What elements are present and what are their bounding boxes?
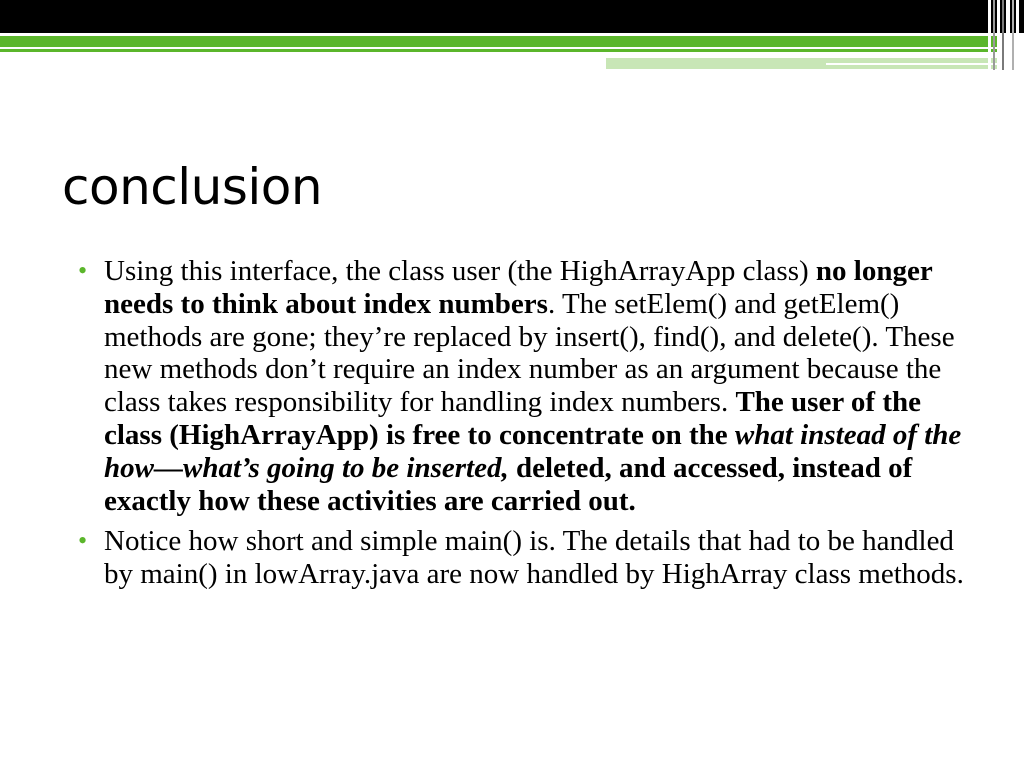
bullet-list: [78, 255, 978, 599]
header-green-band: [0, 36, 1000, 47]
header-black-bar: [0, 0, 1024, 33]
text-run: Using this interface, the class user (the HighArrayApp class): [104, 255, 816, 287]
corner-stripes-decoration: [988, 0, 1024, 70]
list-item: [78, 255, 978, 517]
slide-title: conclusion: [62, 158, 323, 216]
emphasis-text: no longer needs to think about index numbers: [104, 255, 933, 320]
text-run: . The setElem() and getElem() methods are gone; they’re replaced by insert(), find(), and delete(). These new methods don’t require an index number as an argument because the class takes responsibility for handling index numbers.: [104, 287, 955, 419]
emphasis-italic-text: what instead of the how—what’s going to be inserted,: [104, 418, 962, 484]
header-green-line: [0, 49, 1000, 52]
emphasis-text: deleted, and accessed, instead of exactly how these activities are carried out.: [104, 451, 913, 517]
bullet-icon: •: [78, 526, 88, 556]
emphasis-text: The user of the class (HighArrayApp) is free to concentrate on the: [104, 386, 921, 451]
text-run: Notice how short and simple main() is. The details that had to be handled by main() in lowArray.java are now handled by HighArray class methods.: [104, 525, 964, 591]
bullet-icon: •: [78, 256, 88, 285]
list-item: [78, 525, 978, 591]
header-accent-divider: [826, 63, 1000, 65]
header-accent-divider: [606, 56, 1000, 58]
